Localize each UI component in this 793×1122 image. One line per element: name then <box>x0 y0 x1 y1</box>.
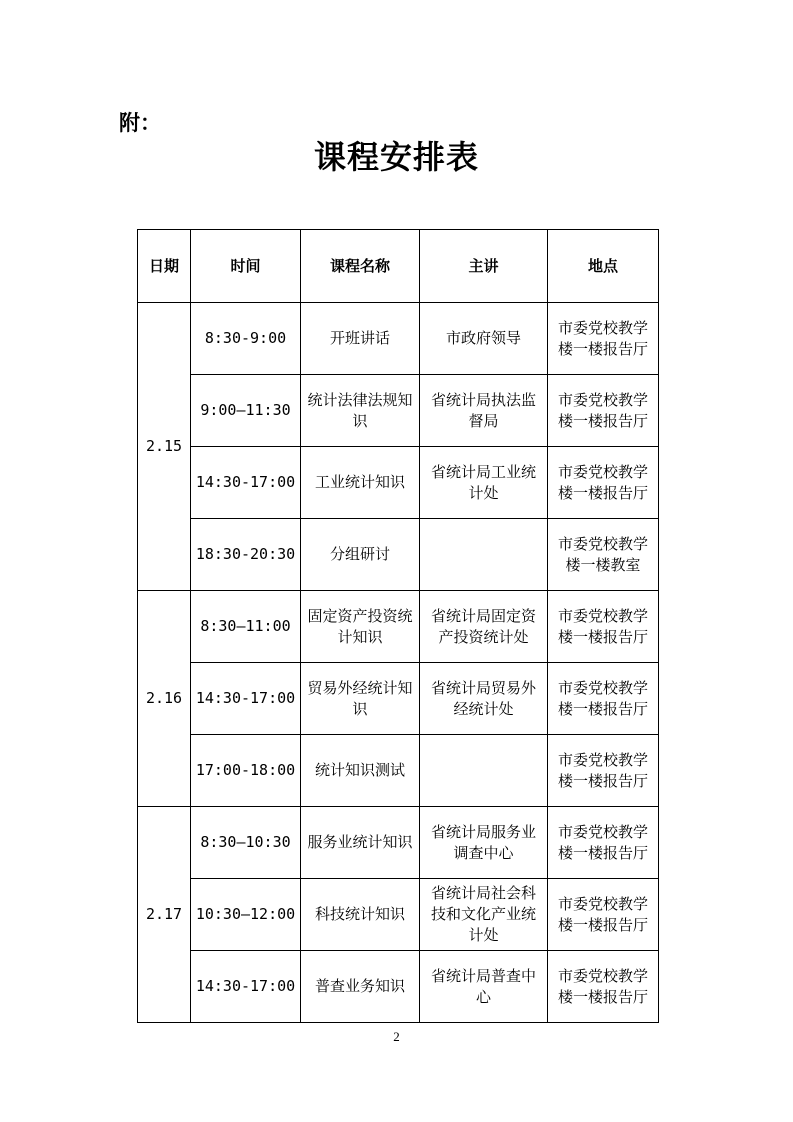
header-time: 时间 <box>191 230 301 303</box>
table-row <box>138 735 659 807</box>
time-cell: 8:30—10:30 <box>191 807 301 879</box>
time-cell: 14:30-17:00 <box>191 663 301 735</box>
location-cell: 市委党校教学楼一楼报告厅 <box>548 303 659 375</box>
lecturer-cell: 省统计局服务业调查中心 <box>420 807 548 879</box>
header-location: 地点 <box>548 230 659 303</box>
table-row <box>138 663 659 735</box>
table-row <box>138 879 659 951</box>
course-cell: 开班讲话 <box>301 303 420 375</box>
time-cell: 14:30-17:00 <box>191 951 301 1023</box>
table-row <box>138 591 659 663</box>
date-cell: 2.15 <box>138 303 191 591</box>
course-cell: 贸易外经统计知识 <box>301 663 420 735</box>
time-cell: 8:30-9:00 <box>191 303 301 375</box>
time-cell: 10:30—12:00 <box>191 879 301 951</box>
lecturer-cell: 省统计局固定资产投资统计处 <box>420 591 548 663</box>
lecturer-cell: 省统计局社会科技和文化产业统计处 <box>420 879 548 951</box>
lecturer-cell <box>420 519 548 591</box>
lecturer-cell: 省统计局工业统计处 <box>420 447 548 519</box>
header-date: 日期 <box>138 230 191 303</box>
location-cell: 市委党校教学楼一楼报告厅 <box>548 735 659 807</box>
course-cell: 服务业统计知识 <box>301 807 420 879</box>
header-lecturer: 主讲 <box>420 230 548 303</box>
course-schedule-table <box>137 229 659 1023</box>
attachment-label: 附： <box>119 111 161 135</box>
date-cell: 2.16 <box>138 591 191 807</box>
course-cell: 工业统计知识 <box>301 447 420 519</box>
course-cell: 分组研讨 <box>301 519 420 591</box>
table-row <box>138 519 659 591</box>
course-cell: 科技统计知识 <box>301 879 420 951</box>
time-cell: 9:00—11:30 <box>191 375 301 447</box>
header-course: 课程名称 <box>301 230 420 303</box>
location-cell: 市委党校教学楼一楼报告厅 <box>548 447 659 519</box>
table-row <box>138 951 659 1023</box>
time-cell: 8:30—11:00 <box>191 591 301 663</box>
page-number: 2 <box>393 1029 400 1044</box>
time-cell: 14:30-17:00 <box>191 447 301 519</box>
location-cell: 市委党校教学楼一楼报告厅 <box>548 591 659 663</box>
location-cell: 市委党校教学楼一楼报告厅 <box>548 807 659 879</box>
table-row <box>138 375 659 447</box>
location-cell: 市委党校教学楼一楼教室 <box>548 519 659 591</box>
lecturer-cell <box>420 735 548 807</box>
location-cell: 市委党校教学楼一楼报告厅 <box>548 375 659 447</box>
location-cell: 市委党校教学楼一楼报告厅 <box>548 879 659 951</box>
lecturer-cell: 省统计局普查中心 <box>420 951 548 1023</box>
table-row <box>138 447 659 519</box>
table-row <box>138 303 659 375</box>
date-cell: 2.17 <box>138 807 191 1023</box>
course-cell: 普查业务知识 <box>301 951 420 1023</box>
table-header-row <box>138 230 659 303</box>
course-cell: 统计知识测试 <box>301 735 420 807</box>
time-cell: 17:00-18:00 <box>191 735 301 807</box>
course-cell: 统计法律法规知识 <box>301 375 420 447</box>
lecturer-cell: 省统计局贸易外经统计处 <box>420 663 548 735</box>
lecturer-cell: 省统计局执法监督局 <box>420 375 548 447</box>
location-cell: 市委党校教学楼一楼报告厅 <box>548 951 659 1023</box>
document-title: 课程安排表 <box>313 138 479 176</box>
time-cell: 18:30-20:30 <box>191 519 301 591</box>
course-cell: 固定资产投资统计知识 <box>301 591 420 663</box>
location-cell: 市委党校教学楼一楼报告厅 <box>548 663 659 735</box>
table-row <box>138 807 659 879</box>
lecturer-cell: 市政府领导 <box>420 303 548 375</box>
